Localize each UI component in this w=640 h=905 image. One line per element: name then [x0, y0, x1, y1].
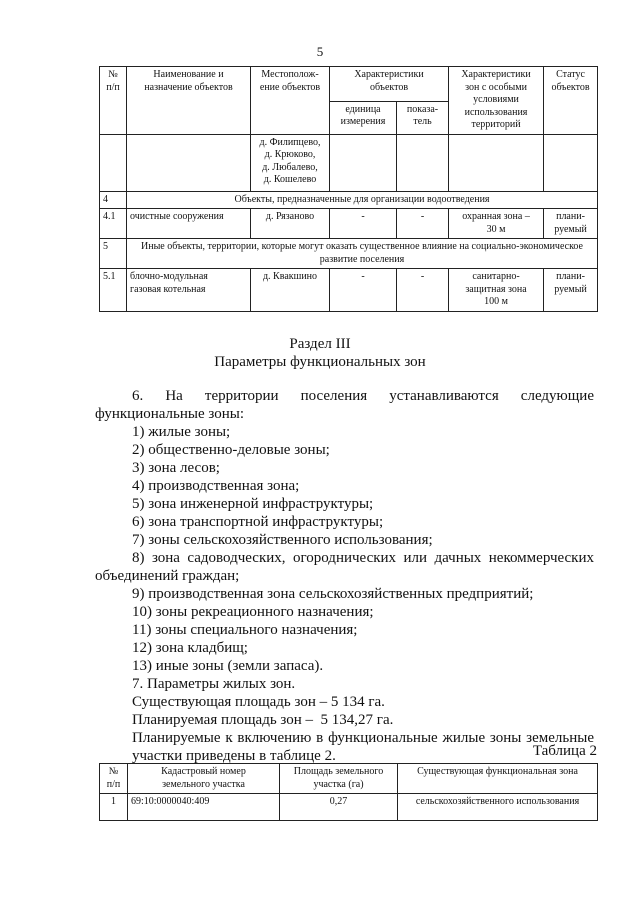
list-item: 5) зона инженерной инфраструктуры; [132, 496, 374, 512]
header-num: № п/п [100, 764, 128, 794]
header-indicator: показа- тель [397, 101, 449, 134]
list-item: 1) жилые зоны; [132, 424, 231, 440]
row-location: д. Квакшино [251, 269, 330, 312]
list-item: 11) зоны специального назначения; [132, 622, 358, 638]
list-item: 9) производственная зона сельскохозяйственных предприятий; [132, 586, 534, 602]
plan-paragraph: Планируемые к включению в функциональные жилые зоны земельные [132, 730, 594, 746]
table-row [100, 209, 598, 239]
paragraph-7: 7. Параметры жилых зон. [132, 676, 296, 692]
row-area: 0,27 [280, 794, 398, 821]
section-title: Иные объекты, территории, которые могут оказать существенное влияние на социально-экономическое развитие поселения [127, 239, 598, 269]
row-indicator: - [397, 209, 449, 239]
list-item: 6) зона транспортной инфраструктуры; [132, 514, 384, 530]
header-location: Местополож- ение объектов [251, 67, 330, 135]
header-status: Статус объектов [544, 67, 598, 135]
list-item: 13) иные зоны (земли запаса). [132, 658, 324, 674]
row-cadastre: 69:10:0000040:409 [128, 794, 280, 821]
row-unit: - [330, 269, 397, 312]
table-row [100, 794, 598, 821]
section-row [100, 191, 598, 209]
table-row [100, 134, 598, 191]
list-item: 4) производственная зона; [132, 478, 300, 494]
row-num: 4.1 [100, 209, 127, 239]
planned-area: Планируемая площадь зон – 5 134,27 га. [132, 712, 394, 728]
existing-area: Существующая площадь зон – 5 134 га. [132, 694, 385, 710]
objects-table [99, 66, 598, 312]
land-plots-table [99, 763, 598, 821]
table-row [100, 269, 598, 312]
list-item: 7) зоны сельскохозяйственного использования; [132, 532, 433, 548]
paragraph-6: 6. На территории поселения устанавливаются следующие [132, 388, 594, 404]
plan-paragraph-cont: участки приведены в таблице 2. [132, 748, 336, 764]
header-zone: Существующая функциональная зона [398, 764, 598, 794]
header-num: № п/п [100, 67, 127, 135]
table-caption: Таблица 2 [532, 743, 597, 759]
list-item-cont: объединений граждан; [95, 568, 240, 584]
paragraph-6-cont: функциональные зоны: [95, 406, 244, 422]
list-item: 10) зоны рекреационного назначения; [132, 604, 374, 620]
row-num: 1 [100, 794, 128, 821]
row-name: очистные сооружения [127, 209, 251, 239]
header-characteristics: Характеристики объектов [330, 67, 449, 102]
row-zone: охранная зона – 30 м [449, 209, 544, 239]
section-heading: Раздел III [289, 336, 351, 352]
row-status: плани- руемый [544, 269, 598, 312]
row-zone: сельскохозяйственного использования [398, 794, 598, 821]
header-cadastre: Кадастровый номер земельного участка [128, 764, 280, 794]
row-status: плани- руемый [544, 209, 598, 239]
section-subheading: Параметры функциональных зон [214, 354, 426, 370]
row-location: д. Рязаново [251, 209, 330, 239]
section-row [100, 239, 598, 269]
header-unit: единица измерения [330, 101, 397, 134]
list-item: 2) общественно-деловые зоны; [132, 442, 330, 458]
table-header-row [100, 764, 598, 794]
list-item: 12) зона кладбищ; [132, 640, 248, 656]
list-item: 8) зона садоводческих, огороднических или дачных некоммерческих [132, 550, 594, 566]
header-zones: Характеристики зон с особыми условиями использования территорий [449, 67, 544, 135]
section-num: 4 [100, 191, 127, 209]
row-indicator: - [397, 269, 449, 312]
row-unit: - [330, 209, 397, 239]
section-title: Объекты, предназначенные для организации водоотведения [127, 191, 598, 209]
page-number: 5 [316, 44, 324, 59]
row-name: блочно-модульная газовая котельная [127, 269, 251, 312]
row-num: 5.1 [100, 269, 127, 312]
row-zone: санитарно- защитная зона 100 м [449, 269, 544, 312]
header-name: Наименование и назначение объектов [127, 67, 251, 135]
table-header-row [100, 67, 598, 102]
location-cell: д. Филипцево, д. Крюково, д. Любалево, д. Кошелево [251, 134, 330, 191]
section-num: 5 [100, 239, 127, 269]
list-item: 3) зона лесов; [132, 460, 220, 476]
header-area: Площадь земельного участка (га) [280, 764, 398, 794]
